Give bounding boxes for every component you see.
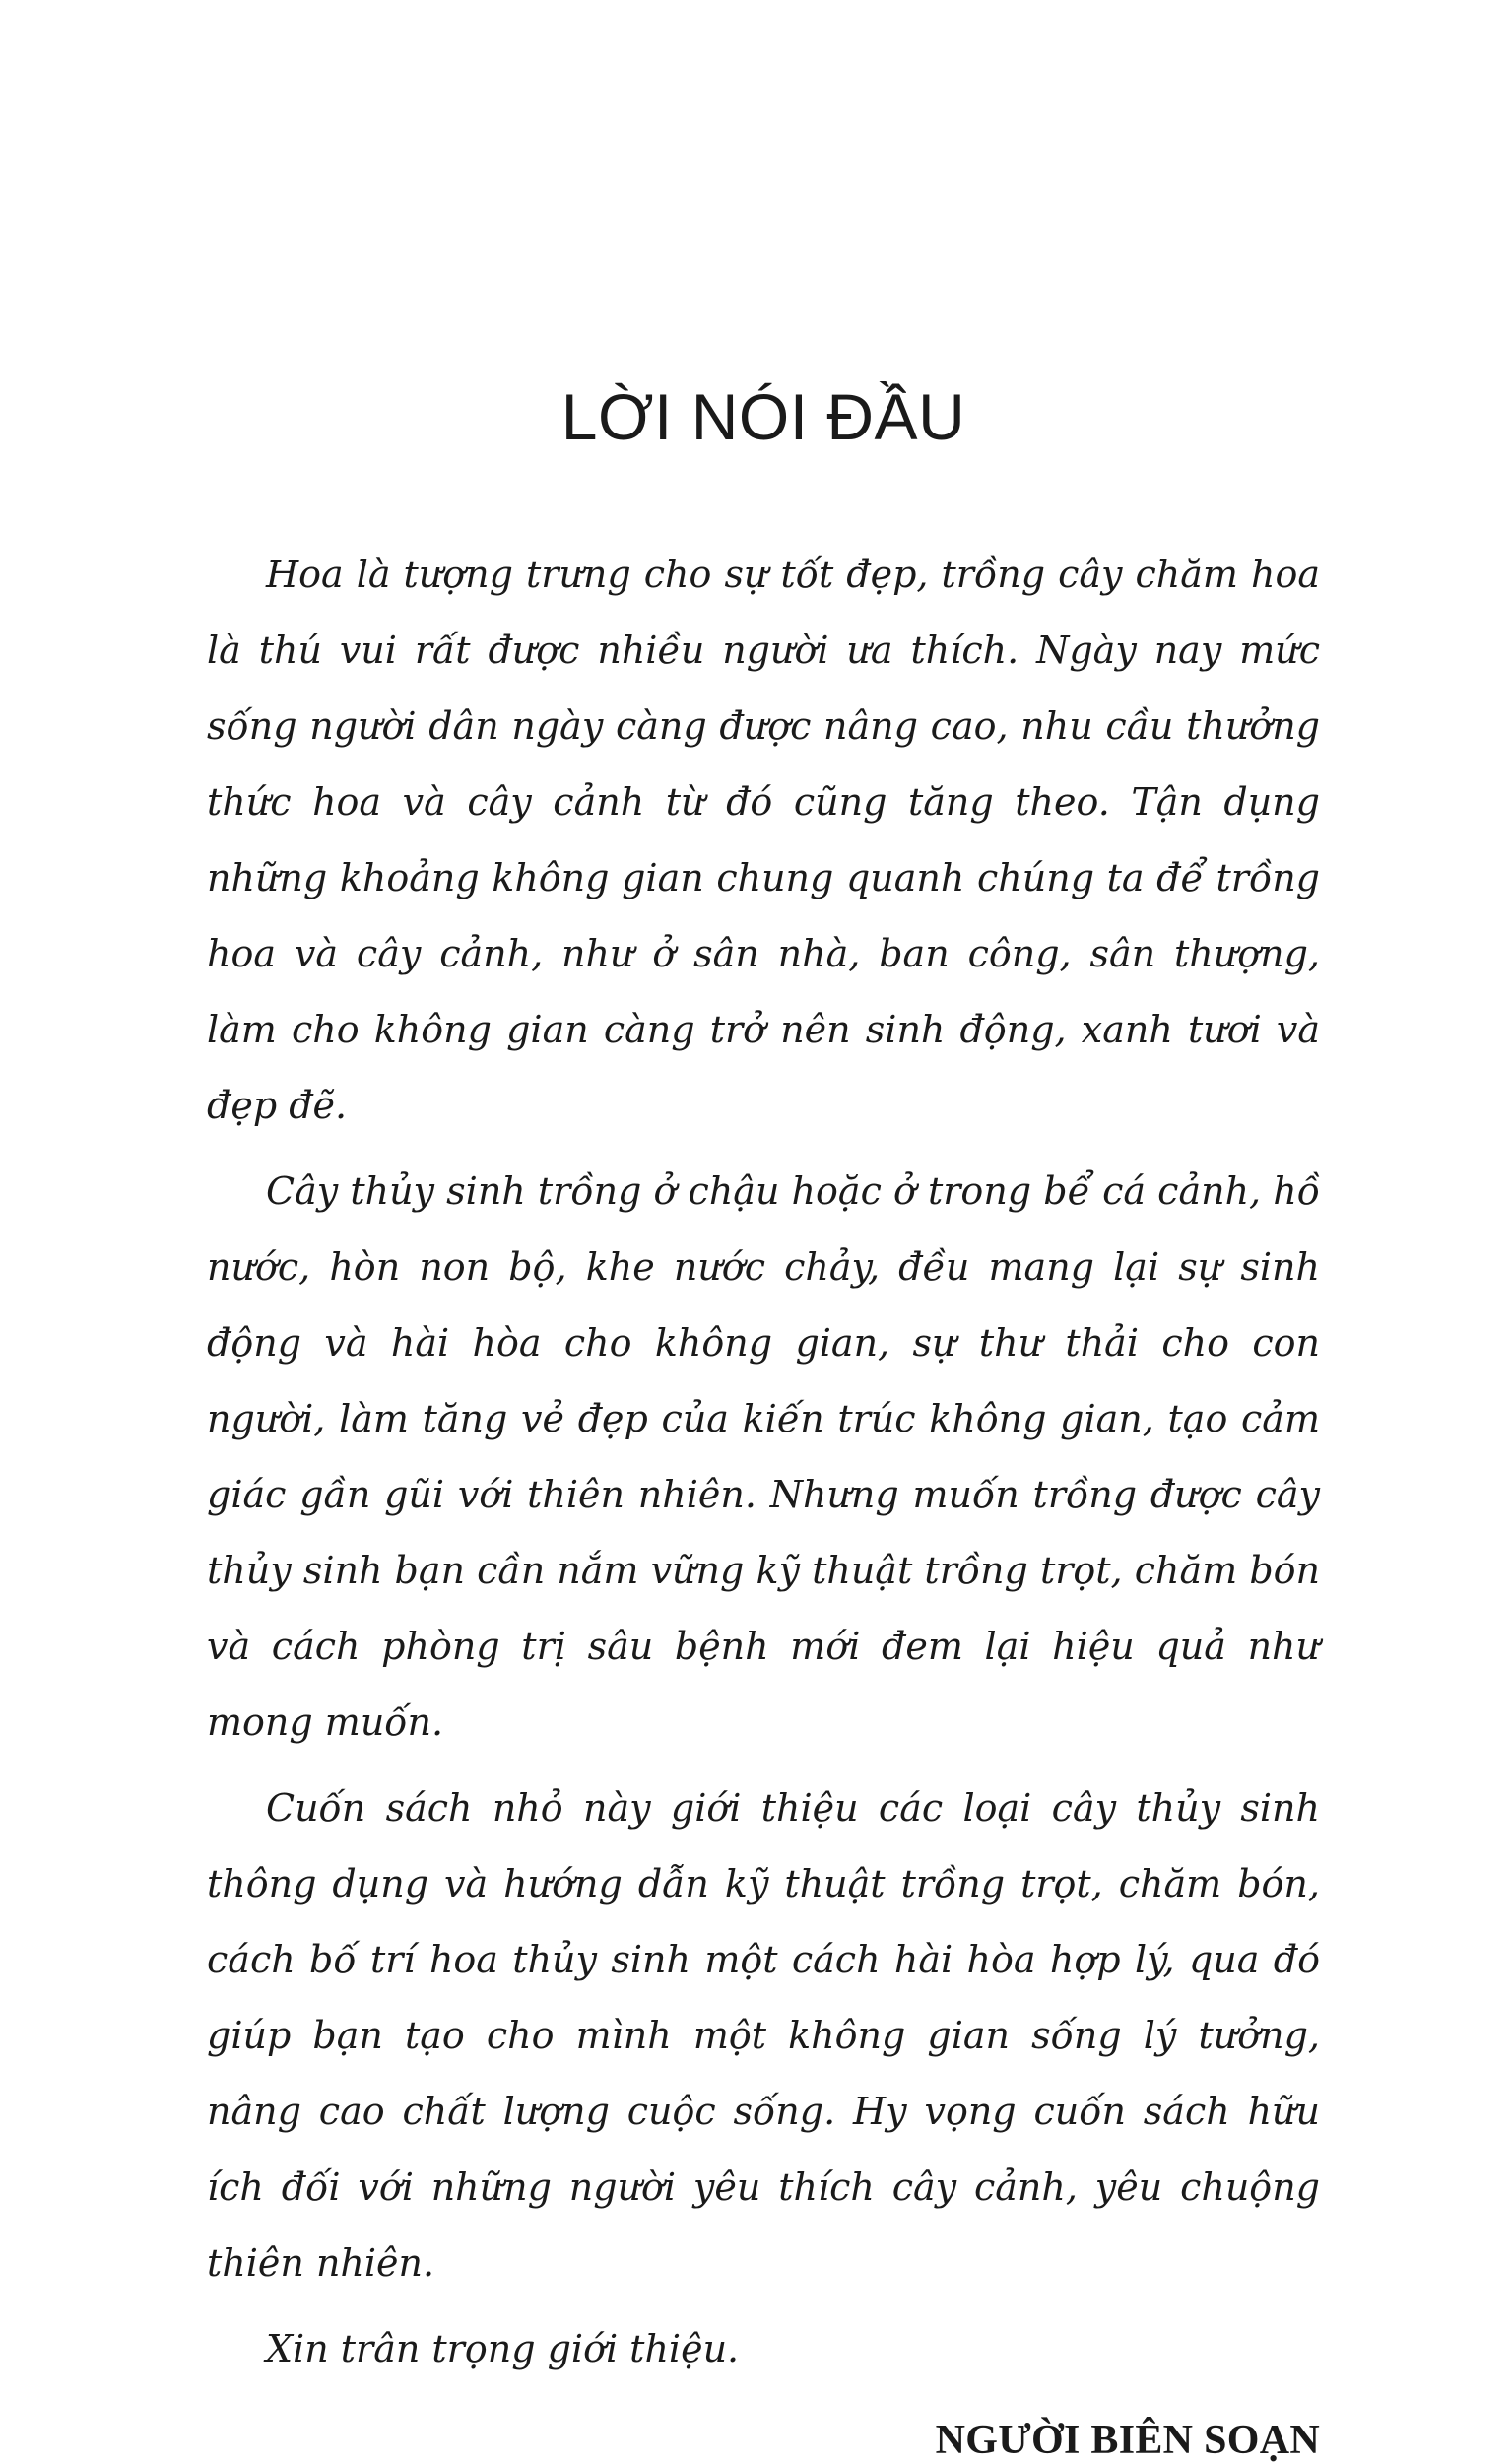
paragraph-2: Cây thủy sinh trồng ở chậu hoặc ở trong bể cá cảnh, hồ nước, hòn non bộ, khe nước chảy, đều mang lại sự sinh động và hài hòa cho không gian, sự thư thải cho con người, làm tăng vẻ đẹp của kiến trúc không gian, tạo cảm giác gần gũi với thiên nhiên. Nhưng muốn trồng được cây thủy sinh bạn cần nắm vững kỹ thuật trồng trọt, chăm bón và cách phòng trị sâu bệnh mới đem lại hiệu quả như mong muốn.: [207, 1169, 1320, 1744]
paragraph-closing: Xin trân trọng giới thiệu.: [266, 2327, 740, 2370]
preface-body: [207, 537, 1320, 2397]
paragraph-3: Cuốn sách nhỏ này giới thiệu các loại cây thủy sinh thông dụng và hướng dẫn kỹ thuật trồng trọt, chăm bón, cách bố trí hoa thủy sinh một cách hài hòa hợp lý, qua đó giúp bạn tạo cho mình một không gian sống lý tưởng, nâng cao chất lượng cuộc sống. Hy vọng cuốn sách hữu ích đối với những người yêu thích cây cảnh, yêu chuộng thiên nhiên.: [207, 1786, 1320, 2285]
author-signature: NGƯỜI BIÊN SOẠN: [935, 2418, 1320, 2463]
page-title: LỜI NÓI ĐẦU: [560, 380, 966, 453]
paragraph-1: Hoa là tượng trưng cho sự tốt đẹp, trồng cây chăm hoa là thú vui rất được nhiều người ưa thích. Ngày nay mức sống người dân ngày càng được nâng cao, nhu cầu thưởng thức hoa và cây cảnh từ đó cũng tăng theo. Tận dụng những khoảng không gian chung quanh chúng ta để trồng hoa và cây cảnh, như ở sân nhà, ban công, sân thượng, làm cho không gian càng trở nên sinh động, xanh tươi và đẹp đẽ.: [207, 553, 1320, 1127]
document-page: [207, 0, 1320, 2463]
